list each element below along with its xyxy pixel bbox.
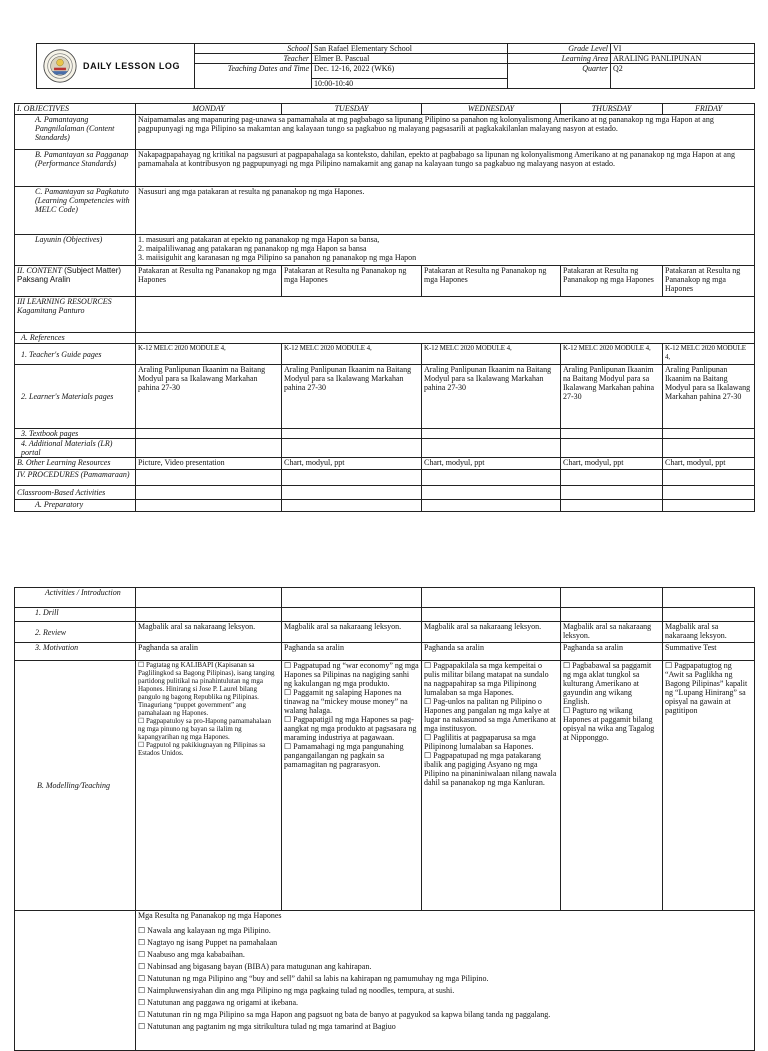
review-tuesday: Magbalik aral sa nakaraang leksyon. [282, 622, 422, 643]
review-friday: Magbalik aral sa nakaraang leksyon. [663, 622, 755, 643]
preparatory-label: A. Preparatory [15, 500, 136, 512]
modelling-item: ☐ Paggamit ng salaping Hapones na tinawag na “mickey mouse money” na walang halaga. [284, 688, 419, 715]
layunin-label: Layunin (Objectives) [15, 235, 136, 266]
learning-resources-label [15, 297, 136, 333]
modelling-label: B. Modelling/Teaching [15, 661, 136, 911]
motivation-monday: Paghanda sa aralin [136, 643, 282, 661]
performance-standards-text: Nakapagpapahayag ng kritikal na pagsusuri at pagpapahalaga sa konteksto, dahilan, epekto at pagbabago sa lipunan ng kolonyalismong Amerikano at ng pananakop ng mga Hapon at ang pamamahala at kontribusyon ng pagpupunyagi ng mga Pilipino namakamit ang ganap na kalayaan tungo sa pagkabuo ng malayang nasyon at estado. [136, 150, 755, 187]
textbook-wednesday [422, 429, 561, 439]
school-label: School [195, 44, 312, 54]
other-resources-tuesday: Chart, modyul, ppt [282, 458, 422, 470]
modelling-item: ☐ Pagpapakilala sa mga kempeitai o pulis militar bilang matapat na sundalo na nagpapahirap sa mga Pilipinong lumalaban sa mga Hapones. [424, 661, 558, 697]
modelling-item: ☐ Pagturo ng wikang Hapones at paggamit bilang opisyal na wika ang Tagalog at Nipponggo. [563, 706, 660, 742]
modelling-item: ☐ Pamamahagi ng mga pangunahing pangangailangan ng pagkain sa pamamagitan ng pagrarasyon. [284, 742, 419, 769]
references-cell [136, 333, 755, 344]
learners-materials-label: 2. Learner's Materials pages [15, 365, 136, 429]
classroom-activities-label: Classroom-Based Activities [15, 486, 136, 500]
textbook-thursday [561, 429, 663, 439]
learners-materials-monday: Araling Panlipunan Ikaanim na Baitang Modyul para sa Ikalawang Markahan pahina 27-30 [136, 365, 282, 429]
grade-level-value: VI [611, 44, 755, 54]
modelling-thursday [561, 661, 663, 911]
results-item: ☐ Nabinsad ang bigasang bayan (BIBA) para matugunan ang kahirapan. [138, 962, 752, 971]
content-standards-text: Naipamamalas ang mapanuring pag-unawa sa pamamahala at mg pagbabago sa lipunang Pilipino sa panahon ng kolonyalismong Amerikano at ng pananakop ng mga Hapon at ang pagpupunyagi ng mga Pilipino sa makamtan ang kalayaan tungo sa pagkabuo ng malayang pagsasarili at pagkakakilanlan malayang nasyon at estado. [136, 115, 755, 150]
additional-tuesday [282, 439, 422, 458]
learning-resources-heading: III LEARNING RESOURCES [17, 297, 112, 306]
references-label: A. References [15, 333, 136, 344]
results-item: ☐ Naabuso ang mga kababaihan. [138, 950, 752, 959]
logo-cell [37, 44, 195, 89]
day-tuesday: TUESDAY [282, 104, 422, 115]
teachers-guide-friday: K-12 MELC 2020 MODULE 4, [663, 344, 755, 365]
modelling-friday [663, 661, 755, 911]
modelling-item: ☐ Pagbabawal sa paggamit ng mga aklat tungkol sa kulturang Amerikano at gayundin ang wikang English. [563, 661, 660, 706]
motivation-label: 3. Motivation [15, 643, 136, 661]
content-monday: Patakaran at Resulta ng Pananakop ng mga Hapones [136, 266, 282, 297]
results-item: ☐ Natutunan rin ng mga Pilipino sa mga Hapon ang pagsuot ng bata de banyo at pagyukod sa kapwa bilang tanda ng paggalang. [138, 1010, 752, 1019]
day-friday: FRIDAY [663, 104, 755, 115]
textbook-tuesday [282, 429, 422, 439]
content-label [15, 266, 136, 297]
modelling-monday [136, 661, 282, 911]
results-item: ☐ Nagtayo ng isang Puppet na pamahalaan [138, 938, 752, 947]
layunin-item: 3. maiisiguhit ang karanasan ng mga Pilipino sa panahon ng pananakop ng mga Hapon [138, 253, 417, 262]
textbook-pages-label: 3. Textbook pages [15, 429, 136, 439]
teacher-value: Elmer B. Pascual [312, 54, 508, 64]
layunin-item: 1. masusuri ang patakaran at epekto ng pananakop ng mga Hapon sa bansa, [138, 235, 380, 244]
content-friday: Patakaran at Resulta ng Pananakop ng mga Hapones [663, 266, 755, 297]
additional-friday [663, 439, 755, 458]
review-thursday: Magbalik aral sa nakaraang leksyon. [561, 622, 663, 643]
content-subheading: (Subject Matter) Paksang Aralin [17, 266, 122, 284]
learning-competencies-text: Nasusuri ang mga patakaran at resulta ng pananakop ng mga Hapones. [136, 187, 755, 235]
learning-area-value: ARALING PANLIPUNAN [611, 54, 755, 64]
content-wednesday: Patakaran at Resulta ng Pananakop ng mga Hapones [422, 266, 561, 297]
motivation-friday: Summative Test [663, 643, 755, 661]
teachers-guide-label: 1. Teacher's Guide pages [15, 344, 136, 365]
lesson-table-page1 [14, 103, 755, 512]
other-resources-wednesday: Chart, modyul, ppt [422, 458, 561, 470]
drill-label: 1. Drill [15, 608, 136, 622]
motivation-tuesday: Paghanda sa aralin [282, 643, 422, 661]
other-resources-friday: Chart, modyul, ppt [663, 458, 755, 470]
kagamitang-panturo-label: Kagamitang Panturo [17, 306, 85, 315]
results-cell [136, 911, 755, 1051]
results-item: ☐ Naimpluwensiyahan din ang mga Pilipino ng mga pagkaing tulad ng noodles, tempura, at sushi. [138, 986, 752, 995]
deped-seal-icon [43, 49, 77, 83]
teachers-guide-thursday: K-12 MELC 2020 MODULE 4, [561, 344, 663, 365]
document-title: DAILY LESSON LOG [83, 60, 181, 71]
teachers-guide-wednesday: K-12 MELC 2020 MODULE 4, [422, 344, 561, 365]
content-standards-label: A. Pamantayang Pangnilalaman (Content Standards) [15, 115, 136, 150]
results-label-cell [15, 911, 136, 1051]
header-table [36, 43, 755, 89]
layunin-list [136, 235, 755, 266]
teachers-guide-monday: K-12 MELC 2020 MODULE 4, [136, 344, 282, 365]
other-resources-thursday: Chart, modyul, ppt [561, 458, 663, 470]
modelling-item: ☐ Paglilitis at pagpaparusa sa mga Pilipinong lumalaban sa Hapones. [424, 733, 558, 751]
motivation-thursday: Paghanda sa aralin [561, 643, 663, 661]
objectives-heading: I. OBJECTIVES [15, 104, 136, 115]
content-tuesday: Patakaran at Resulta ng Pananakop ng mga Hapones [282, 266, 422, 297]
performance-standards-label: B. Pamantayan sa Pagganap (Performance Standards) [15, 150, 136, 187]
other-resources-label: B. Other Learning Resources [15, 458, 136, 470]
day-wednesday: WEDNESDAY [422, 104, 561, 115]
learning-area-label: Learning Area [508, 54, 611, 64]
additional-wednesday [422, 439, 561, 458]
modelling-item: ☐ Pag-unlos na palitan ng Pilipino o Hapones ang pangalan ng mga kalye at lugar na nakasunod sa mga Amerikano at mga institusyon. [424, 697, 558, 733]
modelling-item: ☐ Pagputol ng pakikiugnayan ng Pilipinas sa Estados Unidos. [138, 741, 279, 757]
modelling-item: ☐ Pagpapatugtog ng “Awit sa Paglikha ng Bagong Pilipinas” kapalit ng “Lupang Hinirang” sa opisyal na gawain at pagtitipon [665, 661, 752, 715]
content-heading: II. CONTENT [17, 266, 62, 275]
grade-level-label: Grade Level [508, 44, 611, 54]
review-wednesday: Magbalik aral sa nakaraang leksyon. [422, 622, 561, 643]
day-thursday: THURSDAY [561, 104, 663, 115]
learning-resources-cell [136, 297, 755, 333]
results-item: ☐ Nawala ang kalayaan ng mga Pilipino. [138, 926, 752, 935]
modelling-tuesday [282, 661, 422, 911]
modelling-item: ☐ Pagpapatupad ng mga patakarang ibalik ang pagiging Asyano ng mga Pilipino na pinaniniwalaan nilang nawala dahil sa pananakop ng mga Kanluran. [424, 751, 558, 787]
learners-materials-thursday: Araling Panlipunan Ikaanim na Baitang Modyul para sa Ikalawang Markahan pahina 27-30 [561, 365, 663, 429]
learners-materials-friday: Araling Panlipunan Ikaanim na Baitang Modyul para sa Ikalawang Markahan pahina 27-30 [663, 365, 755, 429]
other-resources-monday: Picture, Video presentation [136, 458, 282, 470]
results-item: ☐ Natutunan ng mga Pilipino ang “buy and sell” dahil sa labis na kahirapan ng pamumuhay ng mga Pilipino. [138, 974, 752, 983]
quarter-label: Quarter [508, 64, 611, 89]
modelling-item: ☐ Pagtatag ng KALIBAPI (Kapisanan sa Paglilingkod sa Bagong Pilipinas), isang tanging partidong pulitikal na pinahintulutan ng mga Hapones. Hinirang si Jose P. Laurel bilang pangulo ng bagong Republika ng Pilipinas. Tinaguriang “puppet government” ang pamahalaan ng Hapones. [138, 661, 279, 717]
school-value: San Rafael Elementary School [312, 44, 508, 54]
textbook-monday [136, 429, 282, 439]
quarter-value: Q2 [611, 64, 755, 89]
review-label: 2. Review [15, 622, 136, 643]
dates-value: Dec. 12-16, 2022 (WK6) [312, 64, 508, 79]
content-thursday: Patakaran at Resulta ng Pananakop ng mga Hapones [561, 266, 663, 297]
additional-monday [136, 439, 282, 458]
modelling-item: ☐ Pagpatupad ng “war economy” ng mga Hapones sa Pilipinas na nagiging sanhi ng kakulangan ng mga produkto. [284, 661, 419, 688]
modelling-item: ☐ Pagpapatuloy sa pro-Hapong pamamahalaan ng mga pinuno ng bayan sa ilalim ng kapangyarihan ng mga Hapones. [138, 717, 279, 741]
layunin-item: 2. maipaliliwanag ang patakaran ng pananakop ng mga Hapon sa bansa [138, 244, 367, 253]
learners-materials-tuesday: Araling Panlipunan Ikaanim na Baitang Modyul para sa Ikalawang Markahan pahina 27-30 [282, 365, 422, 429]
additional-thursday [561, 439, 663, 458]
day-monday: MONDAY [136, 104, 282, 115]
modelling-item: ☐ Pagpapatigil ng mga Hapones sa pag-aangkat ng mga produkto at pagsasara ng maraming industriya at pagawaan. [284, 715, 419, 742]
results-title: Mga Resulta ng Pananakop ng mga Hapones [138, 911, 282, 920]
results-item: ☐ Natutunan ang paggawa ng origami at ikebana. [138, 998, 752, 1007]
time-value: 10:00-10:40 [312, 79, 508, 89]
motivation-wednesday: Paghanda sa aralin [422, 643, 561, 661]
textbook-friday [663, 429, 755, 439]
teacher-label: Teacher [195, 54, 312, 64]
learners-materials-wednesday: Araling Panlipunan Ikaanim na Baitang Modyul para sa Ikalawang Markahan pahina 27-30 [422, 365, 561, 429]
learning-competencies-label: C. Pamantayan sa Pagkatuto (Learning Competencies with MELC Code) [15, 187, 136, 235]
review-monday: Magbalik aral sa nakaraang leksyon. [136, 622, 282, 643]
modelling-wednesday [422, 661, 561, 911]
dates-label: Teaching Dates and Time [195, 64, 312, 89]
lesson-table-page2 [14, 587, 755, 1051]
teachers-guide-tuesday: K-12 MELC 2020 MODULE 4, [282, 344, 422, 365]
additional-materials-label: 4. Additional Materials (LR) portal [15, 439, 136, 458]
procedures-heading: IV. PROCEDURES (Pamamaraan) [15, 470, 136, 486]
activities-introduction-label: Activities / Introduction [15, 588, 136, 608]
results-item: ☐ Natutunan ang pagtanim ng mga sitrikultura tulad ng mga tamarind at Bagiuo [138, 1022, 752, 1031]
